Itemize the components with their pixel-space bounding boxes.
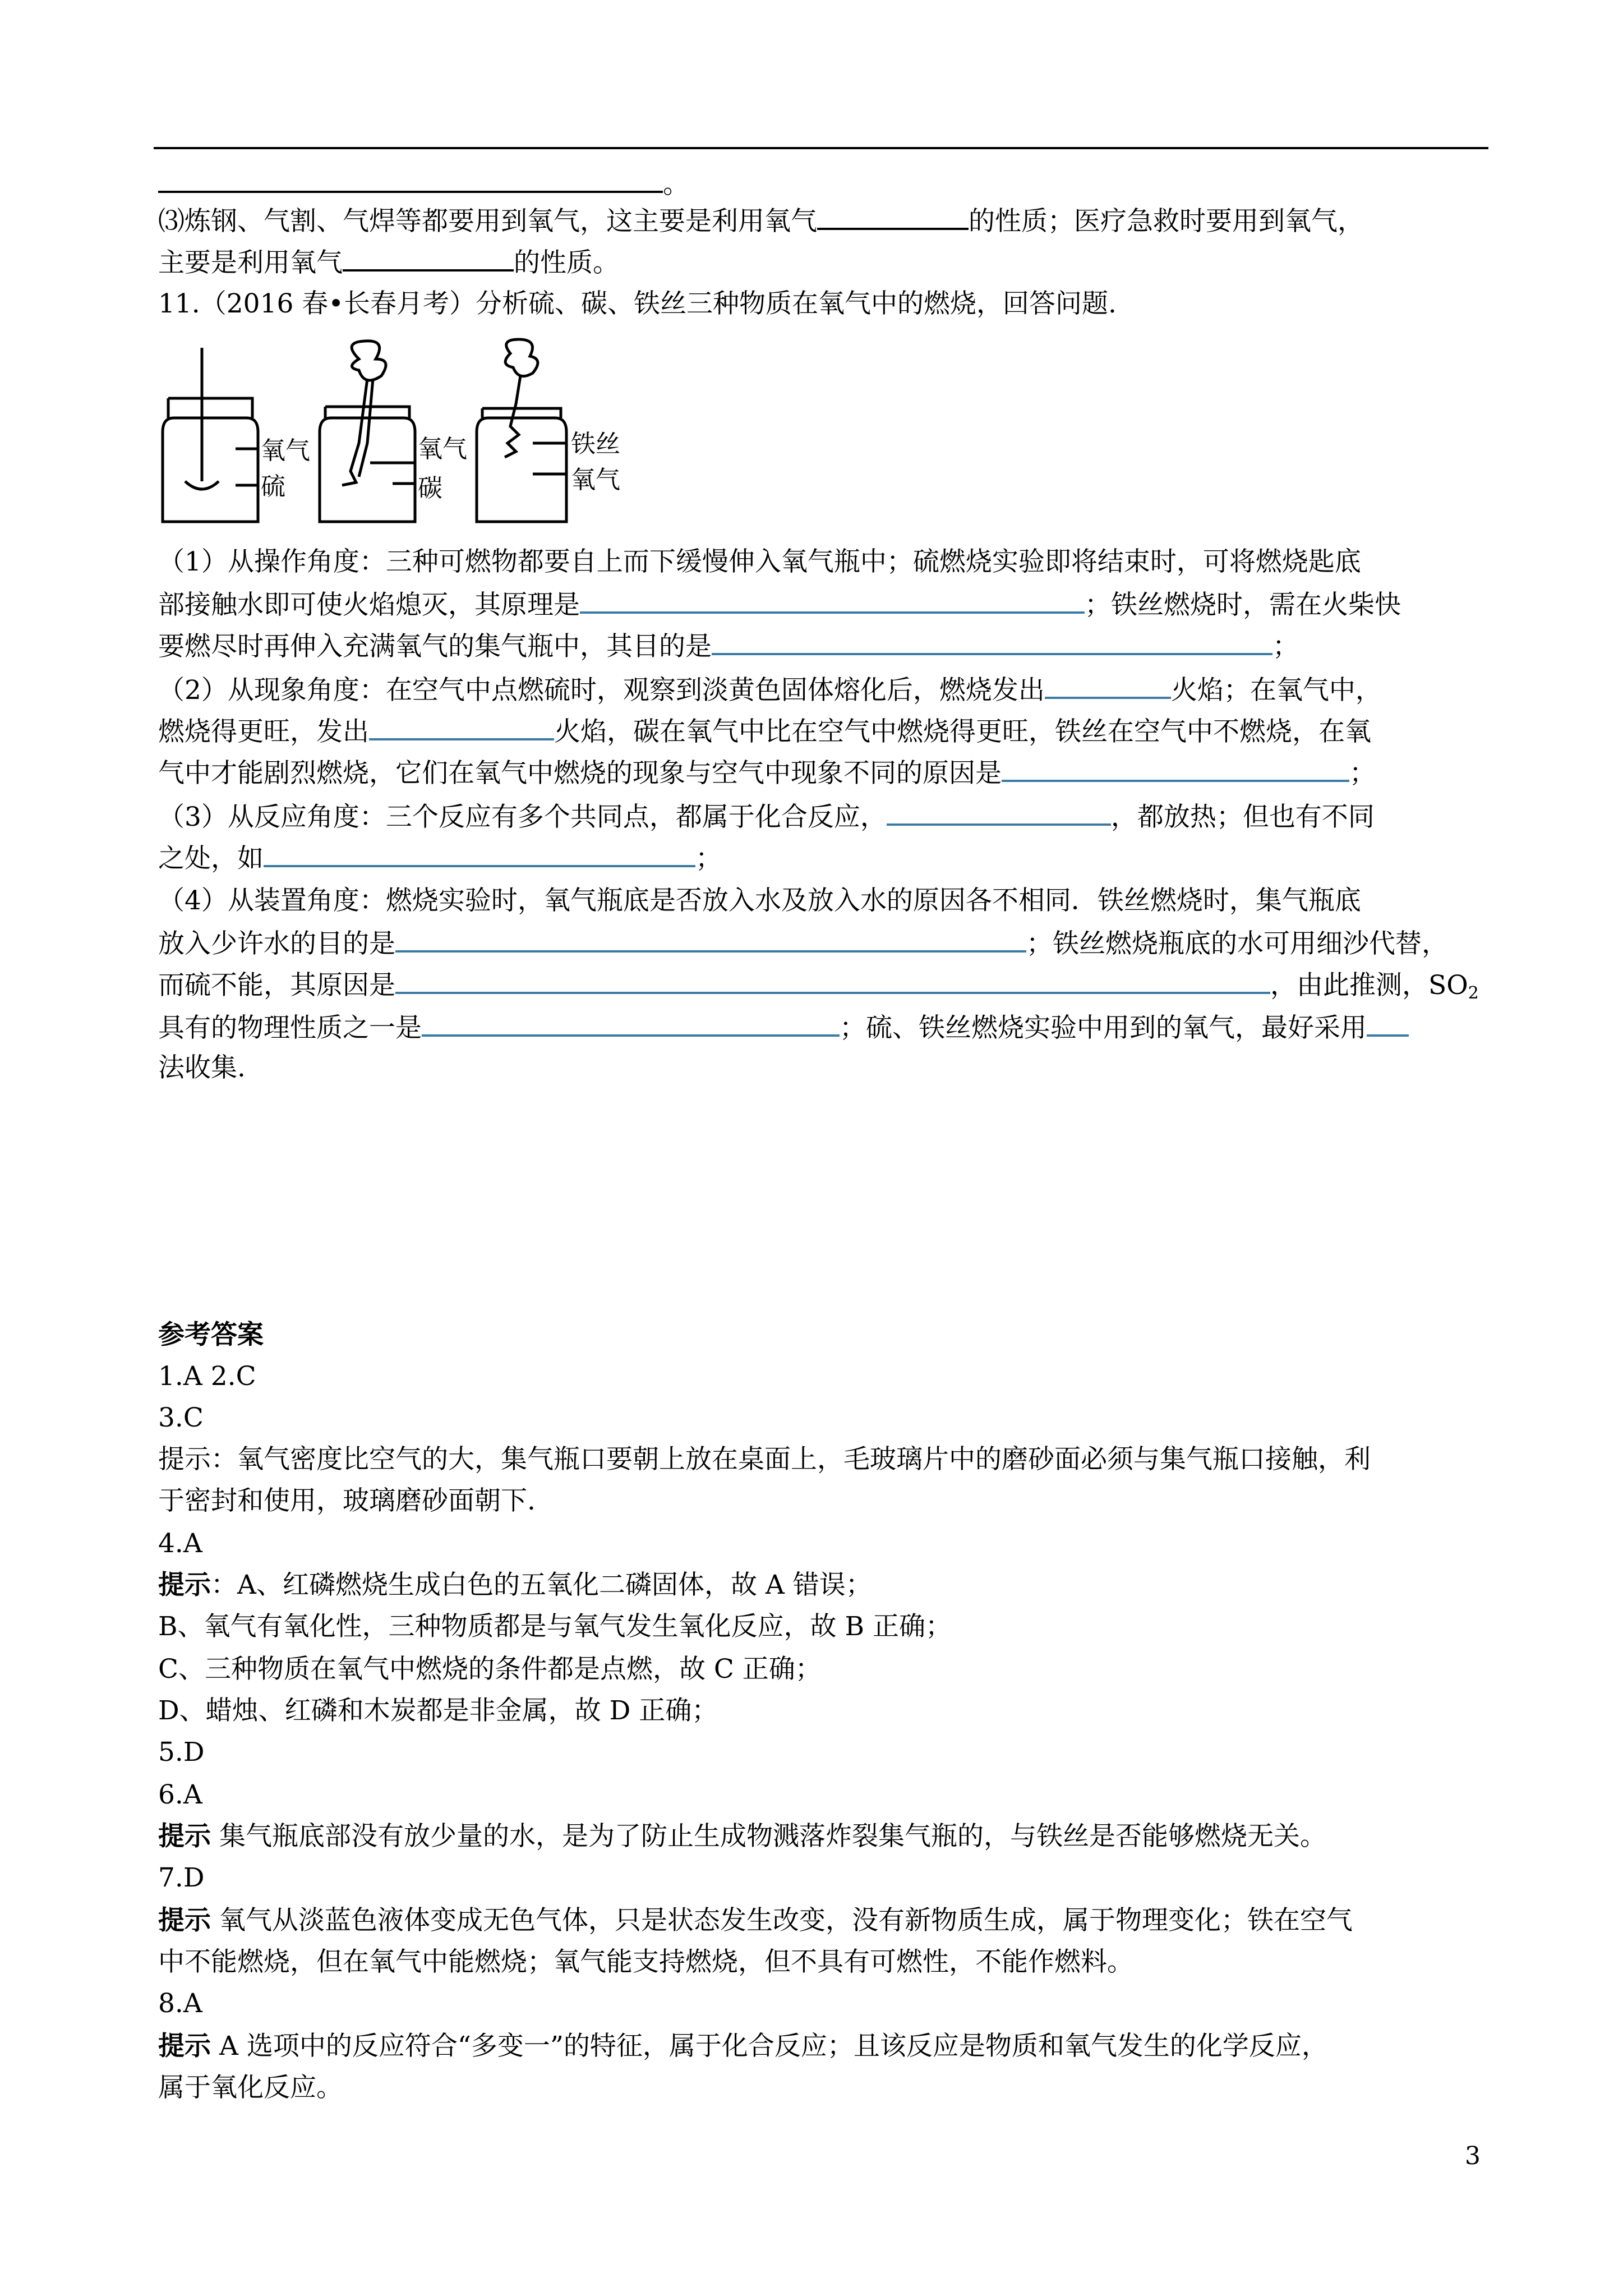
answer-8-hint-line2: 属于氧化反应。 — [158, 2072, 343, 2103]
svg-text:氧气: 氧气 — [571, 466, 620, 494]
answer-8: 8.A — [158, 1988, 202, 2019]
q11-part4-line2: 放入少许水的目的是 ；铁丝燃烧瓶底的水可用细沙代替， — [158, 926, 1448, 961]
answer-3-hint-line1: 提示：氧气密度比空气的大，集气瓶口要朝上放在桌面上，毛玻璃片中的磨砂面必须与集气瓶口接触，利 — [158, 1444, 1371, 1475]
blank[interactable] — [264, 840, 695, 867]
blank[interactable] — [1002, 755, 1349, 782]
answer-blank-line: 。 — [158, 166, 689, 201]
svg-text:氧气: 氧气 — [418, 435, 467, 463]
blank[interactable] — [422, 1010, 840, 1037]
q11-part1-line1: （1）从操作角度：三种可燃物都要自上而下缓慢伸入氧气瓶中；硫燃烧实验即将结束时，可将燃烧匙底 — [158, 546, 1361, 577]
blank[interactable] — [1045, 672, 1171, 699]
q11-part4-line1: （4）从装置角度：燃烧实验时，氧气瓶底是否放入水及放入水的原因各不相同．铁丝燃烧时，集气瓶底 — [158, 885, 1361, 916]
q11-title: 11.（2016 春•长春月考）分析硫、碳、铁丝三种物质在氧气中的燃烧，回答问题. — [158, 288, 1117, 319]
answer-6-hint: 提示 集气瓶底部没有放少量的水，是为了防止生成物溅落炸裂集气瓶的，与铁丝是否能够燃烧无关。 — [158, 1821, 1326, 1852]
blank[interactable] — [158, 166, 663, 193]
blank[interactable] — [712, 628, 1272, 655]
blank[interactable] — [817, 203, 969, 230]
blank[interactable] — [395, 926, 1026, 953]
answer-4-b: B、氧气有氧化性，三种物质都是与氧气发生氧化反应，故 B 正确； — [158, 1611, 952, 1642]
answers-heading: 参考答案 — [158, 1319, 264, 1350]
answer-4: 4.A — [158, 1528, 202, 1559]
combustion-apparatus-figure — [151, 337, 656, 527]
answer-4-d: D、蜡烛、红磷和木炭都是非金属，故 D 正确； — [158, 1695, 718, 1726]
answer-3-hint-line2: 于密封和使用，玻璃磨砂面朝下. — [158, 1485, 536, 1516]
q11-part4-line3: 而硫不能，其原因是 ，由此推测，$SO_2$ — [158, 967, 1479, 1002]
blank[interactable] — [395, 967, 1270, 994]
q11-part2-line2: 燃烧得更旺，发出 火焰，碳在氧气中比在空气中燃烧得更旺，铁丝在空气中不燃烧，在氧 — [158, 714, 1371, 749]
q11-part3-line2: 之处，如 ； — [158, 840, 722, 876]
blank[interactable] — [343, 245, 514, 272]
q11-part1-line2: 部接触水即可使火焰熄灭，其原理是 ；铁丝燃烧时，需在火柴快 — [158, 587, 1401, 622]
answer-6: 6.A — [158, 1779, 202, 1810]
iron-wire-jar-figure — [477, 339, 620, 522]
q11-part1-line3: 要燃尽时再伸入充满氧气的集气瓶中，其目的是 ； — [158, 628, 1299, 664]
svg-text:碳: 碳 — [418, 474, 442, 503]
page-number: 3 — [1465, 2142, 1481, 2170]
blank[interactable] — [580, 587, 1085, 614]
q3-line-2: 主要是利用氧气 的性质。 — [158, 245, 619, 280]
q11-part2-line1: （2）从现象角度：在空气中点燃硫时，观察到淡黄色固体熔化后，燃烧发出 火焰；在氧气中， — [158, 672, 1382, 707]
answer-5: 5.D — [158, 1737, 205, 1768]
svg-text:硫: 硫 — [261, 472, 285, 501]
blank[interactable] — [1367, 1010, 1409, 1037]
answer-7-hint-line2: 中不能燃烧，但在氧气中能燃烧；氧气能支持燃烧，但不具有可燃性，不能作燃料。 — [158, 1947, 1133, 1977]
q11-part2-line3: 气中才能剧烈燃烧，它们在氧气中燃烧的现象与空气中现象不同的原因是 ； — [158, 755, 1376, 790]
answer-line — [154, 147, 1488, 149]
answer-7: 7.D — [158, 1862, 205, 1893]
q11-part4-line4: 具有的物理性质之一是 ；硫、铁丝燃烧实验中用到的氧气，最好采用 — [158, 1010, 1409, 1045]
answer-1-2: 1.A 2.C — [158, 1361, 256, 1392]
blank[interactable] — [887, 799, 1111, 826]
q11-part4-line5: 法收集. — [158, 1052, 246, 1083]
q3-line-1: ⑶炼钢、气割、气焊等都要用到氧气，这主要是利用氧气 的性质；医疗急救时要用到氧气， — [158, 203, 1364, 238]
answer-8-hint-line1: 提示 A 选项中的反应符合“多变一”的特征，属于化合反应；且该反应是物质和氧气发生的化学反应， — [158, 2031, 1328, 2062]
answer-4-hint: 提示：A、红磷燃烧生成白色的五氧化二磷固体，故 A 错误； — [158, 1570, 872, 1600]
carbon-jar-figure — [320, 341, 467, 522]
answer-4-c: C、三种物质在氧气中燃烧的条件都是点燃，故 C 正确； — [158, 1654, 822, 1685]
answer-3: 3.C — [158, 1402, 204, 1433]
blank[interactable] — [369, 714, 554, 740]
sulfur-jar-figure — [163, 348, 310, 522]
svg-text:铁丝: 铁丝 — [571, 430, 620, 458]
answer-7-hint-line1: 提示 氧气从淡蓝色液体变成无色气体，只是状态发生改变，没有新物质生成，属于物理变化；铁在空气 — [158, 1905, 1353, 1936]
svg-text:氧气: 氧气 — [261, 436, 310, 465]
q11-part3-line1: （3）从反应角度：三个反应有多个共同点，都属于化合反应， ，都放热；但也有不同 — [158, 799, 1375, 834]
